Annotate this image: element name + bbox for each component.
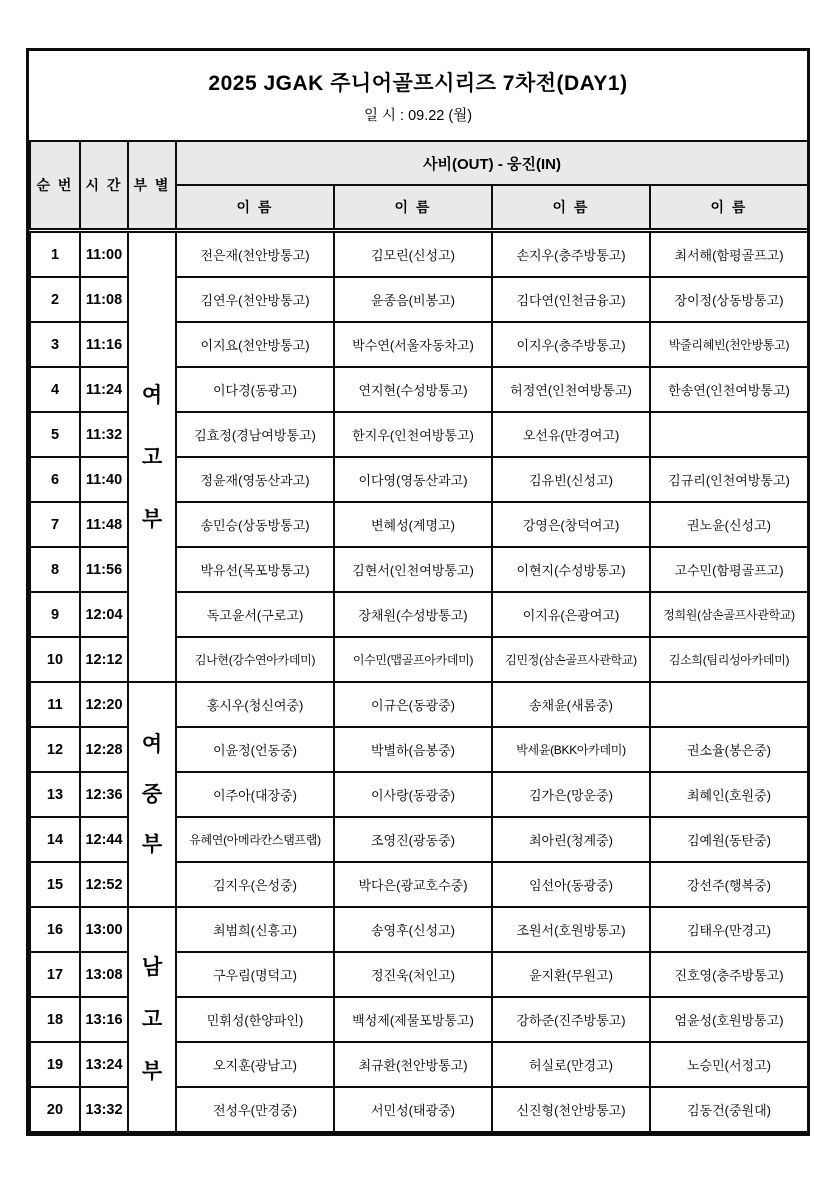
row-number-cell: 8 — [30, 547, 80, 592]
player-cell: 송민승(상동방통고) — [176, 502, 334, 547]
player-cell: 윤지환(무원고) — [492, 952, 650, 997]
row-number-cell: 1 — [30, 231, 80, 278]
player-cell: 송영후(신성고) — [334, 907, 492, 952]
player-cell: 조원서(호원방통고) — [492, 907, 650, 952]
row-number-cell: 11 — [30, 682, 80, 727]
player-cell: 진호영(충주방통고) — [650, 952, 808, 997]
tee-time-cell: 11:00 — [80, 231, 128, 278]
player-cell: 박다은(광교호수중) — [334, 862, 492, 907]
tee-time-cell: 11:16 — [80, 322, 128, 367]
division-boys-high — [128, 907, 176, 1132]
player-cell: 서민성(태광중) — [334, 1087, 492, 1132]
player-cell: 김연우(천안방통고) — [176, 277, 334, 322]
player-cell: 한송연(인천여방통고) — [650, 367, 808, 412]
tee-time-cell: 11:48 — [80, 502, 128, 547]
player-cell — [650, 412, 808, 457]
player-cell: 이윤정(언동중) — [176, 727, 334, 772]
player-cell: 이주아(대장중) — [176, 772, 334, 817]
player-cell: 구우림(명덕고) — [176, 952, 334, 997]
col-header-division: 부 별 — [128, 141, 176, 231]
table-row — [30, 907, 808, 952]
player-cell: 최혜인(호원중) — [650, 772, 808, 817]
player-cell: 신진형(천안방통고) — [492, 1087, 650, 1132]
page-title: 2025 JGAK 주니어골프시리즈 7차전(DAY1) — [208, 71, 628, 95]
row-number-cell: 16 — [30, 907, 80, 952]
player-cell: 이지유(은광여고) — [492, 592, 650, 637]
player-cell: 박유선(목포방통고) — [176, 547, 334, 592]
player-cell: 이다경(동광고) — [176, 367, 334, 412]
tee-time-cell: 12:28 — [80, 727, 128, 772]
player-cell: 백성제(제물포방통고) — [334, 997, 492, 1042]
tee-time-cell: 13:00 — [80, 907, 128, 952]
division-girls-middle — [128, 682, 176, 907]
tee-time-cell: 12:04 — [80, 592, 128, 637]
col-header-number: 순 번 — [30, 141, 80, 231]
player-cell: 엄윤성(호원방통고) — [650, 997, 808, 1042]
tee-time-cell: 12:20 — [80, 682, 128, 727]
tee-time-cell: 11:40 — [80, 457, 128, 502]
row-number-cell: 5 — [30, 412, 80, 457]
player-cell: 김지우(은성중) — [176, 862, 334, 907]
player-cell — [650, 682, 808, 727]
player-cell: 손지우(충주방통고) — [492, 231, 650, 278]
player-cell: 강하준(진주방통고) — [492, 997, 650, 1042]
player-cell: 이지우(충주방통고) — [492, 322, 650, 367]
division-char: 중 — [141, 783, 163, 806]
pairings-table — [29, 140, 809, 1133]
division-char: 부 — [141, 507, 163, 531]
player-cell: 한지우(인천여방통고) — [334, 412, 492, 457]
player-cell: 오선유(만경여고) — [492, 412, 650, 457]
player-cell: 정진욱(처인고) — [334, 952, 492, 997]
player-cell: 김소희(팀리성아카데미) — [650, 637, 808, 682]
player-cell: 이현지(수성방통고) — [492, 547, 650, 592]
player-cell: 윤종음(비봉고) — [334, 277, 492, 322]
table-row — [30, 682, 808, 727]
player-cell: 정희원(삼손골프사관학교) — [650, 592, 808, 637]
player-cell: 허실로(만경고) — [492, 1042, 650, 1087]
player-cell: 정윤재(영동산과고) — [176, 457, 334, 502]
player-cell: 이다영(영동산과고) — [334, 457, 492, 502]
row-number-cell: 4 — [30, 367, 80, 412]
table-header — [30, 141, 808, 231]
tee-time-cell: 12:52 — [80, 862, 128, 907]
table-row — [30, 231, 808, 278]
row-number-cell: 10 — [30, 637, 80, 682]
row-number-cell: 6 — [30, 457, 80, 502]
player-cell: 김태우(만경고) — [650, 907, 808, 952]
row-number-cell: 7 — [30, 502, 80, 547]
tee-time-cell: 12:12 — [80, 637, 128, 682]
tee-time-cell: 11:08 — [80, 277, 128, 322]
row-number-cell: 9 — [30, 592, 80, 637]
col-header-name-4: 이 름 — [650, 185, 808, 231]
division-girls-high — [128, 231, 176, 683]
player-cell: 김유빈(신성고) — [492, 457, 650, 502]
player-cell: 김나현(강수연아카데미) — [176, 637, 334, 682]
player-cell: 김규리(인천여방통고) — [650, 457, 808, 502]
col-header-course: 사비(OUT) - 웅진(IN) — [176, 141, 808, 185]
player-cell: 장채원(수성방통고) — [334, 592, 492, 637]
player-cell: 변혜성(계명고) — [334, 502, 492, 547]
player-cell: 이수민(맵골프아카데미) — [334, 637, 492, 682]
player-cell: 오지훈(광남고) — [176, 1042, 334, 1087]
player-cell: 전은재(천안방통고) — [176, 231, 334, 278]
player-cell: 강선주(행복중) — [650, 862, 808, 907]
player-cell: 허정연(인천여방통고) — [492, 367, 650, 412]
tee-time-cell: 13:08 — [80, 952, 128, 997]
player-cell: 박별하(음봉중) — [334, 727, 492, 772]
tee-time-cell: 11:32 — [80, 412, 128, 457]
tee-time-cell: 12:36 — [80, 772, 128, 817]
division-char: 부 — [141, 1060, 163, 1083]
player-cell: 김예원(동탄중) — [650, 817, 808, 862]
player-cell: 임선아(동광중) — [492, 862, 650, 907]
row-number-cell: 14 — [30, 817, 80, 862]
player-cell: 강영은(창덕여고) — [492, 502, 650, 547]
player-cell: 노승민(서정고) — [650, 1042, 808, 1087]
division-char: 여 — [141, 383, 163, 407]
player-cell: 권소율(봉은중) — [650, 727, 808, 772]
player-cell: 유혜연(아메라칸스탬프랩) — [176, 817, 334, 862]
player-cell: 박세윤(BKK아카데미) — [492, 727, 650, 772]
player-cell: 고수민(함평골프고) — [650, 547, 808, 592]
player-cell: 송채윤(새롬중) — [492, 682, 650, 727]
row-number-cell: 3 — [30, 322, 80, 367]
tee-time-cell: 13:32 — [80, 1087, 128, 1132]
col-header-time: 시 간 — [80, 141, 128, 231]
table-body — [30, 231, 808, 1133]
division-char: 여 — [141, 733, 163, 756]
tee-time-cell: 12:44 — [80, 817, 128, 862]
division-char: 남 — [141, 956, 163, 979]
row-number-cell: 15 — [30, 862, 80, 907]
player-cell: 연지현(수성방통고) — [334, 367, 492, 412]
division-char: 고 — [141, 445, 163, 469]
player-cell: 독고윤서(구로고) — [176, 592, 334, 637]
col-header-name-2: 이 름 — [334, 185, 492, 231]
player-cell: 최아린(청계중) — [492, 817, 650, 862]
player-cell: 민휘성(한양파인) — [176, 997, 334, 1042]
player-cell: 전성우(만경중) — [176, 1087, 334, 1132]
player-cell: 최규환(천안방통고) — [334, 1042, 492, 1087]
player-cell: 박줄리혜빈(천안방통고) — [650, 322, 808, 367]
row-number-cell: 17 — [30, 952, 80, 997]
row-number-cell: 13 — [30, 772, 80, 817]
player-cell: 이사랑(동광중) — [334, 772, 492, 817]
player-cell: 조영진(광동중) — [334, 817, 492, 862]
player-cell: 김모린(신성고) — [334, 231, 492, 278]
player-cell: 이지요(천안방통고) — [176, 322, 334, 367]
division-char: 부 — [141, 833, 163, 856]
tee-time-cell: 13:16 — [80, 997, 128, 1042]
player-cell: 김다연(인천금융고) — [492, 277, 650, 322]
player-cell: 최범희(신흥고) — [176, 907, 334, 952]
player-cell: 홍시우(청신여중) — [176, 682, 334, 727]
division-char: 고 — [141, 1008, 163, 1031]
col-header-name-1: 이 름 — [176, 185, 334, 231]
row-number-cell: 18 — [30, 997, 80, 1042]
player-cell: 이규은(동광중) — [334, 682, 492, 727]
tee-time-cell: 13:24 — [80, 1042, 128, 1087]
tee-time-cell: 11:56 — [80, 547, 128, 592]
schedule-sheet — [26, 48, 810, 1136]
event-date: 일 시 : 09.22 (월) — [363, 107, 473, 124]
player-cell: 장이정(상동방통고) — [650, 277, 808, 322]
row-number-cell: 12 — [30, 727, 80, 772]
player-cell: 김현서(인천여방통고) — [334, 547, 492, 592]
row-number-cell: 2 — [30, 277, 80, 322]
player-cell: 김가은(망운중) — [492, 772, 650, 817]
row-number-cell: 20 — [30, 1087, 80, 1132]
player-cell: 김동건(중원대) — [650, 1087, 808, 1132]
player-cell: 김효정(경남여방통고) — [176, 412, 334, 457]
player-cell: 김민정(삼손골프사관학교) — [492, 637, 650, 682]
title-block — [29, 51, 807, 140]
tee-time-cell: 11:24 — [80, 367, 128, 412]
col-header-name-3: 이 름 — [492, 185, 650, 231]
player-cell: 권노윤(신성고) — [650, 502, 808, 547]
row-number-cell: 19 — [30, 1042, 80, 1087]
player-cell: 박수연(서울자동차고) — [334, 322, 492, 367]
player-cell: 최서해(함평골프고) — [650, 231, 808, 278]
